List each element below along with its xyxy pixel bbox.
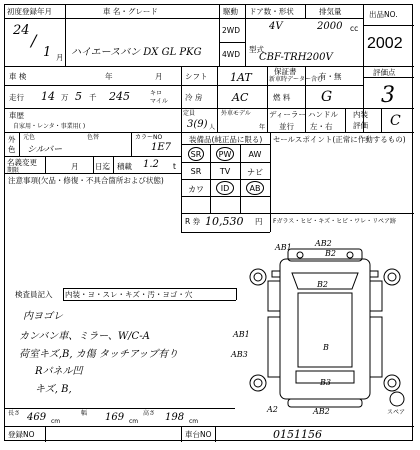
width-label: 幅 xyxy=(81,410,88,417)
handle-label: ハンドル xyxy=(308,110,338,119)
spare-label: スペア xyxy=(387,409,406,416)
history-options: 自家用・レンタ・事業用( ) xyxy=(13,123,86,130)
load-unit: t xyxy=(173,162,176,171)
shift-label: シフト xyxy=(185,72,208,81)
import-model-unit: 年 xyxy=(259,124,266,131)
equip-cell: ID xyxy=(220,184,230,193)
equipment-title: 装備品(純正品に限る) xyxy=(189,135,263,144)
equip-cell: TV xyxy=(219,167,231,176)
ac-label: 冷 房 xyxy=(185,93,203,102)
inspector-categories: 内装・ヨ・スレ・キズ・汚・ヨゴ・穴 xyxy=(65,290,193,299)
damage-mark: AB2 xyxy=(313,407,330,416)
capacity-label: 定員 xyxy=(183,110,196,117)
inspector-line: 荷室キズ,B, カ傷 タッチアップ有り xyxy=(19,349,179,360)
notes-label: 注意事項(欠品・修復・不具合箇所および状態) xyxy=(8,176,164,185)
first-reg-month-unit: 月 xyxy=(56,53,64,62)
r-ticket-label: R 券 xyxy=(185,217,201,226)
inspection-label: 車 検 xyxy=(9,72,27,81)
color-code-label: カラーNO xyxy=(135,134,163,141)
r-ticket-unit: 円 xyxy=(255,217,263,226)
name-change-month-unit: 月 xyxy=(71,162,79,171)
dealer-label: ディーラー xyxy=(269,110,306,119)
load-value: 1.2 xyxy=(143,159,159,170)
damage-mark: AB3 xyxy=(231,350,248,359)
outer-color-label: 外 xyxy=(8,135,16,144)
damage-mark: AB2 xyxy=(315,239,332,248)
equip-cell: PW xyxy=(218,150,232,159)
handle-value: 左・右 xyxy=(310,122,333,131)
inner-color-label: 色 xyxy=(8,145,16,154)
height-value: 198 xyxy=(165,412,185,423)
disp-value: 2000 xyxy=(317,21,343,32)
fuel-value: G xyxy=(321,89,333,105)
damage-mark: B2 xyxy=(325,249,336,258)
width-value: 169 xyxy=(105,412,125,423)
length-value: 469 xyxy=(27,412,47,423)
mileage-value-1: 14 xyxy=(41,90,55,103)
score-label: 評価点 xyxy=(373,68,396,77)
score-value: 3 xyxy=(381,83,395,108)
interior-label: 内装 xyxy=(353,110,368,119)
damage-mark: AB1 xyxy=(233,330,250,339)
diagram-legend: Fガラス・ヒビ・キズ・ヒビ・ワレ・リペア跡 xyxy=(273,218,397,225)
door-value: 4V xyxy=(269,21,283,32)
circle-mark xyxy=(216,147,234,161)
door-label: ドア数・形状 xyxy=(249,7,294,16)
damage-mark: B2 xyxy=(317,280,328,289)
outer-color-value: シルバー xyxy=(27,145,63,155)
equip-cell: AW xyxy=(248,150,262,159)
auction-sheet xyxy=(4,4,413,441)
mileage-unit-sen: 千 xyxy=(89,93,97,102)
drive-label: 駆動 xyxy=(223,7,238,16)
damage-mark: B3 xyxy=(320,378,331,387)
fuel-label: 燃 料 xyxy=(273,93,291,102)
circle-mark xyxy=(188,147,204,161)
equip-cell: カワ xyxy=(188,185,204,194)
inspector-line: カンバン車、ミラー、W/C-A xyxy=(19,331,150,342)
mileage-value-2: 5 xyxy=(75,90,82,103)
name-change-label: 名義変更 xyxy=(7,158,37,167)
model-value: CBF-TRH200V xyxy=(259,52,333,63)
length-unit: cm xyxy=(51,418,61,425)
shift-value: 1AT xyxy=(230,71,252,84)
inspector-line: Rパネル凹 xyxy=(35,366,83,377)
ac-value: AC xyxy=(232,91,249,104)
name-change-day-label: 日迄 xyxy=(95,162,110,171)
damage-mark: AB1 xyxy=(275,243,292,252)
load-label: 積載 xyxy=(117,162,132,171)
height-label: 高さ xyxy=(143,410,156,417)
color-change-label: 色替 xyxy=(87,134,100,141)
equip-cell: SR xyxy=(190,167,202,176)
mileage-label: 走行 xyxy=(9,93,24,102)
inspection-year-unit: 年 xyxy=(105,72,113,81)
first-reg-slash: / xyxy=(31,31,37,50)
mileage-value-3: 245 xyxy=(109,90,130,103)
damage-mark: A2 xyxy=(267,405,278,414)
chassis-value: 0151156 xyxy=(273,428,322,441)
import-model-label: 外車モデル xyxy=(221,110,251,117)
capacity-unit: 人 xyxy=(209,124,216,131)
capacity-value: 3(9) xyxy=(187,119,208,130)
history-label: 車歴 xyxy=(9,111,24,120)
circle-mark xyxy=(246,181,264,195)
mileage-unit-man: 万 xyxy=(61,93,69,102)
chassis-label: 車台NO xyxy=(185,430,212,439)
equip-cell: ナビ xyxy=(247,168,263,177)
warranty-label: 保証書 xyxy=(274,67,297,76)
height-unit: cm xyxy=(189,418,199,425)
outer-color-sub: 元色 xyxy=(23,134,36,141)
warranty-sub: 新車時データー含む xyxy=(269,76,324,83)
first-reg-month: 1 xyxy=(43,45,52,60)
dealer-value: 並行 xyxy=(279,122,294,131)
first-reg-year: 24 xyxy=(13,23,30,38)
exhibit-number: 2002 xyxy=(367,35,403,52)
inspection-month-unit: 月 xyxy=(155,72,163,81)
drive-2wd: 2WD xyxy=(222,26,240,35)
mileage-unit-km: キロ xyxy=(150,90,163,97)
car-name-value: ハイエースバン DX GL PKG xyxy=(71,47,202,58)
equip-cell: AB xyxy=(249,184,261,193)
first-reg-label: 初度登録年月 xyxy=(7,7,52,16)
mileage-unit-mile: マイル xyxy=(150,98,168,105)
equip-cell: SR xyxy=(190,150,202,159)
drive-4wd: 4WD xyxy=(222,50,240,59)
sales-point-label: セールスポイント(正常に作動するもの) xyxy=(273,135,406,144)
interior-sub: 評価 xyxy=(353,121,368,130)
inspector-line: キズ, B, xyxy=(35,384,72,395)
inspector-line: 内ヨゴレ xyxy=(23,311,63,322)
color-code-value: 1E7 xyxy=(151,142,172,153)
name-change-sub: 期限 xyxy=(7,167,20,174)
disp-unit: cc xyxy=(350,24,359,33)
length-label: 長さ xyxy=(8,410,21,417)
inspector-label: 検査員記入 xyxy=(15,290,53,299)
r-ticket-value: 10,530 xyxy=(205,215,244,228)
warranty-value: 有・無 xyxy=(319,72,342,81)
exhibit-label: 出品NO. xyxy=(369,10,398,19)
damage-mark: B xyxy=(323,343,329,352)
width-unit: cm xyxy=(129,418,139,425)
car-name-label: 車 名・グレード xyxy=(103,7,158,16)
model-label: 型式 xyxy=(249,45,264,54)
interior-value: C xyxy=(390,113,401,129)
disp-label: 排気量 xyxy=(319,7,342,16)
circle-mark xyxy=(216,181,234,195)
reg-no-label: 登録NO xyxy=(8,430,35,439)
